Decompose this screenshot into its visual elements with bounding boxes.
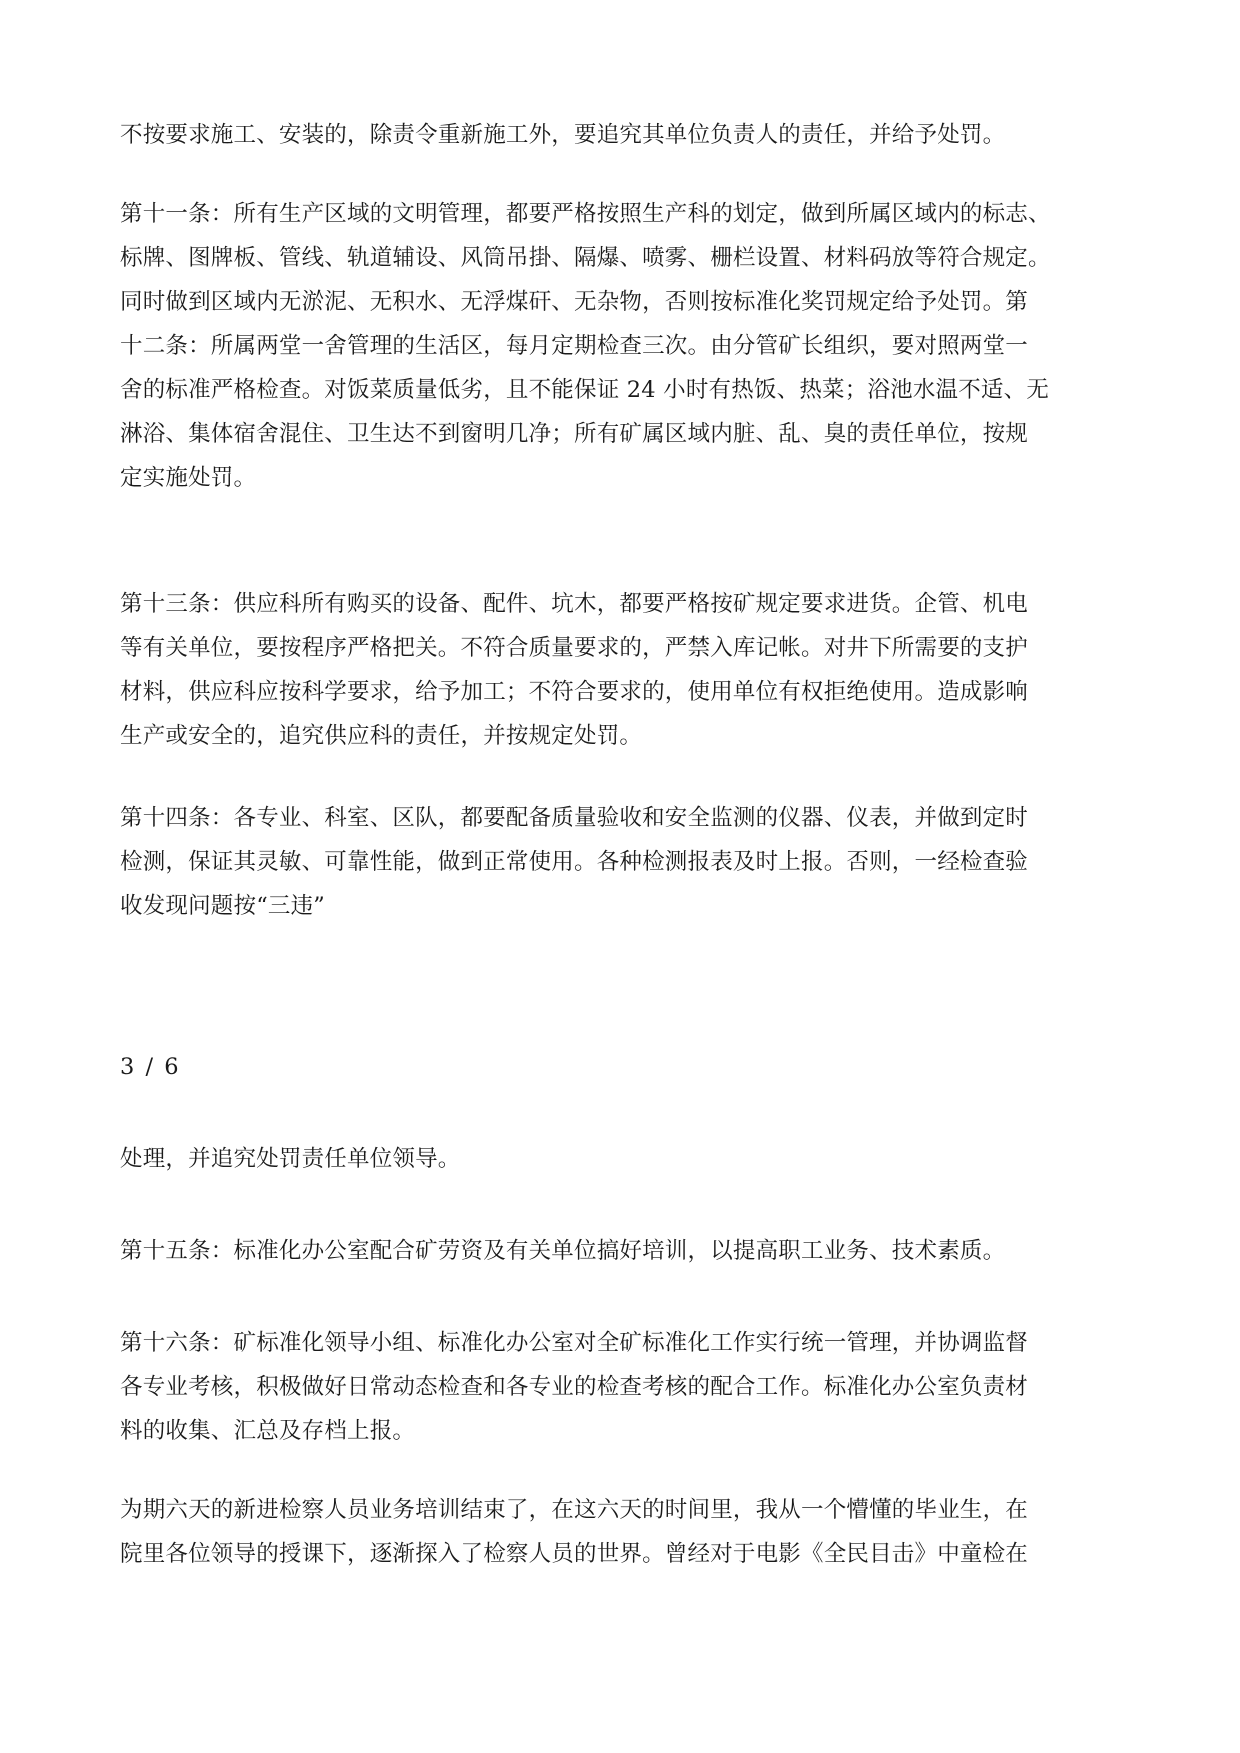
text-line: 定实施处罚。 (120, 465, 257, 491)
paragraph-continuation (120, 1137, 1122, 1181)
paragraph-construction-penalty (120, 113, 1122, 157)
text-line: 第十一条：所有生产区域的文明管理，都要严格按照生产科的划定，做到所属区域内的标志、 (120, 201, 1051, 227)
text-line: 为期六天的新进检察人员业务培训结束了，在这六天的时间里，我从一个懵懂的毕业生，在 (120, 1497, 1029, 1523)
paragraph-article-16 (120, 1321, 1122, 1453)
text-line: 材料，供应科应按科学要求，给予加工；不符合要求的，使用单位有权拒绝使用。造成影响 (120, 679, 1029, 705)
text-line: 收发现问题按“三违” (120, 893, 326, 919)
text-line: 不按要求施工、安装的，除责令重新施工外，要追究其单位负责人的责任，并给予处罚。 (120, 122, 1006, 148)
page-number: 3 / 6 (120, 1054, 181, 1080)
text-line: 检测，保证其灵敏、可靠性能，做到正常使用。各种检测报表及时上报。否则，一经检查验 (120, 849, 1029, 875)
paragraph-training-reflection (120, 1488, 1122, 1576)
text-line: 同时做到区域内无淤泥、无积水、无浮煤矸、无杂物，否则按标准化奖罚规定给予处罚。第 (120, 289, 1029, 315)
paragraph-article-15 (120, 1229, 1122, 1273)
text-line: 标牌、图牌板、管线、轨道辅设、风筒吊掛、隔爆、喷雾、栅栏设置、材料码放等符合规定。 (120, 245, 1051, 271)
text-line: 等有关单位，要按程序严格把关。不符合质量要求的，严禁入库记帐。对井下所需要的支护 (120, 635, 1029, 661)
text-line: 第十三条：供应科所有购买的设备、配件、坑木，都要严格按矿规定要求进货。企管、机电 (120, 591, 1029, 617)
text-line: 第十五条：标准化办公室配合矿劳资及有关单位搞好培训，以提高职工业务、技术素质。 (120, 1238, 1006, 1264)
text-line: 料的收集、汇总及存档上报。 (120, 1418, 416, 1444)
text-line: 淋浴、集体宿舍混住、卫生达不到窗明几净；所有矿属区域内脏、乱、臭的责任单位，按规 (120, 421, 1029, 447)
text-line: 第十四条：各专业、科室、区队，都要配备质量验收和安全监测的仪器、仪表，并做到定时 (120, 805, 1029, 831)
text-line: 第十六条：矿标准化领导小组、标准化办公室对全矿标准化工作实行统一管理，并协调监督 (120, 1330, 1029, 1356)
text-line: 舍的标准严格检查。对饭菜质量低劣，且不能保证 24 小时有热饭、热菜；浴池水温不适、无 (120, 377, 1050, 403)
text-line: 生产或安全的，追究供应科的责任，并按规定处罚。 (120, 723, 643, 749)
paragraph-article-14 (120, 796, 1122, 928)
text-line: 院里各位领导的授课下，逐渐探入了检察人员的世界。曾经对于电影《全民目击》中童检在 (120, 1541, 1029, 1567)
paragraph-article-13 (120, 582, 1122, 758)
text-line: 各专业考核，积极做好日常动态检查和各专业的检查考核的配合工作。标准化办公室负责材 (120, 1374, 1029, 1400)
text-line: 十二条：所属两堂一舍管理的生活区，每月定期检查三次。由分管矿长组织，要对照两堂一 (120, 333, 1029, 359)
paragraph-article-11-12 (120, 192, 1122, 500)
text-line: 处理，并追究处罚责任单位领导。 (120, 1146, 461, 1172)
